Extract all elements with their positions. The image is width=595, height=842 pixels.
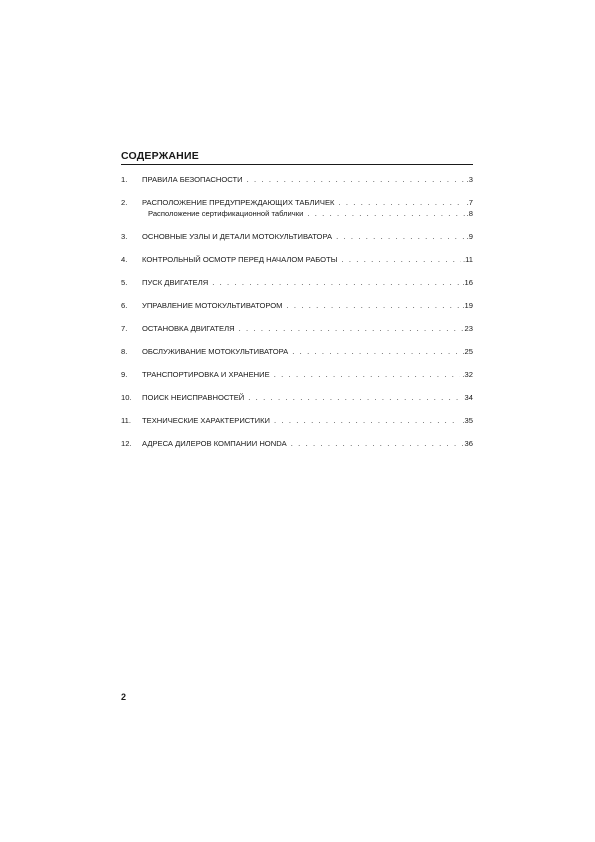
entry-number: 9. [121, 370, 128, 379]
subentry-page: .8 [466, 209, 473, 218]
entry-label: ПУСК ДВИГАТЕЛЯ [142, 278, 209, 287]
entry-label: ОСТАНОВКА ДВИГАТЕЛЯ [142, 324, 235, 333]
entry-number: 3. [121, 232, 128, 241]
dot-leader [336, 232, 465, 242]
entry-label: ПРАВИЛА БЕЗОПАСНОСТИ [142, 175, 243, 184]
entry-number: 8. [121, 347, 128, 356]
toc-group-11 [121, 416, 473, 426]
entry-page: .3 [466, 175, 473, 184]
toc-entry[interactable] [121, 255, 473, 265]
toc-entry[interactable] [121, 393, 473, 403]
toc-title: СОДЕРЖАНИЕ [121, 150, 473, 165]
entry-label: РАСПОЛОЖЕНИЕ ПРЕДУПРЕЖДАЮЩИХ ТАБЛИЧЕК [142, 198, 335, 207]
entry-label: ТРАНСПОРТИРОВКА И ХРАНЕНИЕ [142, 370, 270, 379]
toc-entry[interactable] [121, 232, 473, 242]
dot-leader [338, 198, 464, 208]
dot-leader [341, 255, 461, 265]
entry-number: 6. [121, 301, 128, 310]
page-number: 2 [121, 692, 127, 702]
toc-group-7 [121, 324, 473, 334]
entry-label: ОБСЛУЖИВАНИЕ МОТОКУЛЬТИВАТОРА [142, 347, 289, 356]
entry-number: 2. [121, 198, 128, 207]
entry-page: .11 [463, 255, 473, 264]
toc-group-8 [121, 347, 473, 357]
toc-entry[interactable] [121, 278, 473, 288]
dot-leader [248, 393, 462, 403]
entry-label: АДРЕСА ДИЛЕРОВ КОМПАНИИ HONDA [142, 439, 287, 448]
toc-subentry[interactable] [121, 209, 473, 219]
entry-page: .9 [466, 232, 473, 241]
dot-leader [274, 370, 461, 380]
entry-number: 5. [121, 278, 128, 287]
toc-group-6 [121, 301, 473, 311]
toc-group-10 [121, 393, 473, 403]
toc-entry[interactable] [121, 347, 473, 357]
toc-group-1 [121, 175, 473, 185]
table-of-contents [121, 150, 473, 462]
toc-group-12 [121, 439, 473, 449]
dot-leader [292, 347, 460, 357]
dot-leader [239, 324, 463, 334]
toc-group-4 [121, 255, 473, 265]
toc-entry[interactable] [121, 324, 473, 334]
entry-number: 4. [121, 255, 128, 264]
entry-page: .35 [462, 416, 473, 425]
entry-page: 36 [464, 439, 473, 448]
toc-group-3 [121, 232, 473, 242]
toc-entry[interactable] [121, 439, 473, 449]
entry-number: 12. [121, 439, 132, 448]
dot-leader [274, 416, 460, 426]
entry-number: 7. [121, 324, 128, 333]
dot-leader [247, 175, 465, 185]
entry-page: .25 [462, 347, 473, 356]
entry-page: .19 [462, 301, 473, 310]
entry-number: 1. [121, 175, 128, 184]
dot-leader [307, 209, 464, 219]
entry-label: КОНТРОЛЬНЫЙ ОСМОТР ПЕРЕД НАЧАЛОМ РАБОТЫ [142, 255, 338, 264]
dot-leader [212, 278, 460, 288]
entry-page: .32 [462, 370, 473, 379]
toc-entry[interactable] [121, 370, 473, 380]
toc-group-9 [121, 370, 473, 380]
toc-group-5 [121, 278, 473, 288]
toc-entry[interactable] [121, 198, 473, 208]
entry-number: 10. [121, 393, 132, 402]
toc-entry[interactable] [121, 301, 473, 311]
entry-number: 11. [121, 416, 131, 425]
entry-page: .16 [462, 278, 473, 287]
dot-leader [291, 439, 463, 449]
entry-label: ОСНОВНЫЕ УЗЛЫ И ДЕТАЛИ МОТОКУЛЬТИВАТОРА [142, 232, 333, 241]
entry-page: 23 [464, 324, 473, 333]
entry-label: УПРАВЛЕНИЕ МОТОКУЛЬТИВАТОРОМ [142, 301, 283, 310]
toc-entry[interactable] [121, 175, 473, 185]
entry-label: ТЕХНИЧЕСКИЕ ХАРАКТЕРИСТИКИ [142, 416, 270, 425]
subentry-label: Расположение сертификационной таблички [148, 209, 304, 218]
entry-label: ПОИСК НЕИСПРАВНОСТЕЙ [142, 393, 245, 402]
dot-leader [287, 301, 461, 311]
entry-page: .7 [466, 198, 473, 207]
toc-group-2 [121, 198, 473, 219]
toc-entry[interactable] [121, 416, 473, 426]
entry-page: 34 [464, 393, 473, 402]
